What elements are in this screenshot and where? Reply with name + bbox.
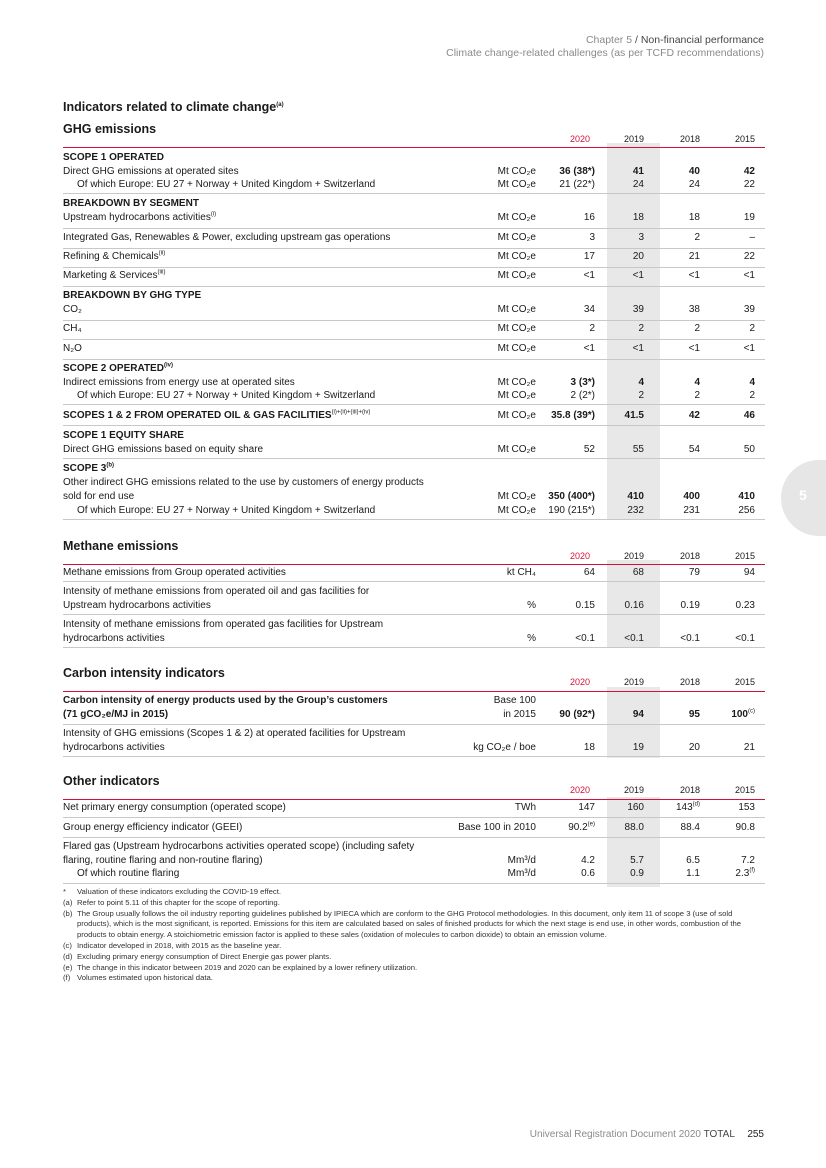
table-row: Net primary energy consumption (operated scope) TWh 147 160 143$^{(d)}$ 153: [63, 801, 765, 818]
page-footer: [530, 1129, 764, 1140]
table-row: Methane emissions from Group operated activities kt CH₄ 64 68 79 94: [63, 566, 765, 582]
table-row: CO₂ Mt CO₂e 34 39 38 39: [63, 303, 765, 321]
year-2018: 2018: [679, 134, 700, 144]
footnote: (e) The change in this indicator between 2019 and 2020 can be explained by a lower refinery utilization.: [63, 962, 418, 972]
table-row: hydrocarbons activities kg CO₂e / boe 18 19 20 21: [63, 741, 765, 757]
table-row: Group energy efficiency indicator (GEEI) Base 100 in 2010 90.2$^{(e)}$ 88.0 88.4 90.8: [63, 821, 765, 838]
year-2015: 2015: [734, 551, 755, 561]
section-label: Non-financial performance: [640, 34, 764, 46]
table-row: hydrocarbons activities % <0.1 <0.1 <0.1 <0.1: [63, 632, 765, 648]
page-title: Indicators related to climate change$^{(a)}$: [63, 100, 284, 114]
methane-title: Methane emissions: [63, 539, 179, 553]
footnote: (f) Volumes estimated upon historical data.: [63, 973, 213, 983]
year-2015: 2015: [734, 134, 755, 144]
year-2018: 2018: [679, 677, 700, 687]
brand-name: TOTAL: [703, 1129, 735, 1140]
table-row: N₂O Mt CO₂e <1 <1 <1 <1: [63, 342, 765, 360]
year-2019: 2019: [623, 677, 644, 687]
year-2020: 2020: [569, 677, 590, 687]
year-2015: 2015: [734, 677, 755, 687]
footnote: (b) The Group usually follows the oil industry reporting guidelines published by IPIECA which are conform to the GHG Protocol methodologies. In this document, only item 11 of scope 3 (use of sold products), which is the most significant, is reported. Emissions for this item are calculated based on sales of finished products for which the next stage is end use, in other words, combustion of the products to obtain energy. A stoichiometric emission factor is applied to these sales (oxidation of molecules to carbon dioxide) to obtain an emission volume.: [63, 908, 742, 940]
table-row: Refining & Chemicals$^{(ii)}$ Mt CO₂e 17 20 21 22: [63, 250, 765, 268]
divider: [63, 147, 765, 148]
ghg-title: GHG emissions: [63, 122, 157, 136]
year-2020: 2020: [569, 134, 590, 144]
chapter-side-tab[interactable]: 5: [781, 460, 826, 536]
table-row: Direct GHG emissions based on equity share Mt CO₂e 52 55 54 50: [63, 443, 765, 459]
footnote: * Valuation of these indicators excluding the COVID-19 effect.: [63, 887, 281, 896]
table-row: SCOPES 1 & 2 FROM OPERATED OIL & GAS $FACILITIES^{(i)+(ii)+(iii)+(iv)}$ Mt CO₂e 35.8 (39*) 41.5 42 46: [63, 409, 765, 426]
table-row: Of which routine flaring Mm³/d 0.6 0.9 1.1 2.3$^{(f)}$: [63, 867, 765, 884]
year-2020: 2020: [569, 551, 590, 561]
table-row: (71 gCO₂e/MJ in 2015) in 2015 90 (92*) 94 95 100$^{(c)}$: [63, 708, 765, 725]
chapter-label: Chapter 5: [585, 34, 633, 46]
divider: [63, 799, 765, 800]
table-row: Of which Europe: EU 27 + Norway + United Kingdom + Switzerland Mt CO₂e 190 (215*) 232 231 256: [63, 504, 765, 520]
table-row: Integrated Gas, Renewables & Power, excluding upstream gas operations Mt CO₂e 3 3 2 –: [63, 231, 765, 249]
document-name: Universal Registration Document 2020: [529, 1129, 701, 1140]
year-2019: 2019: [623, 134, 644, 144]
divider: [63, 564, 765, 565]
table-row: Marketing & Services$^{(iii)}$ Mt CO₂e <1 <1 <1 <1: [63, 269, 765, 287]
other-title: Other indicators: [63, 774, 160, 788]
table-row: Of which Europe: EU 27 + Norway + United Kingdom + Switzerland Mt CO₂e 21 (22*) 24 24 22: [63, 178, 765, 194]
table-row: Of which Europe: EU 27 + Norway + United Kingdom + Switzerland Mt CO₂e 2 (2*) 2 2 2: [63, 389, 765, 405]
year-2015: 2015: [734, 785, 755, 795]
footnote: (a) Refer to point 5.11 of this chapter for the scope of reporting.: [63, 897, 280, 907]
table-row: CH₄ Mt CO₂e 2 2 2 2: [63, 322, 765, 340]
table-row: Upstream hydrocarbons activities % 0.15 0.16 0.19 0.23: [63, 599, 765, 615]
divider: [63, 691, 765, 692]
year-2018: 2018: [679, 785, 700, 795]
footnote: (c) Indicator developed in 2018, with 2015 as the baseline year.: [63, 940, 282, 950]
page-header: Chapter 5 / Non-financial performance Climate change-related challenges (as per TCFD recommendations): [446, 34, 764, 59]
year-2020: 2020: [569, 785, 590, 795]
table-row: Upstream hydrocarbons activities$^{(i)}$ Mt CO₂e 16 18 18 19: [63, 211, 765, 229]
footnote: (d) Excluding primary energy consumption of Direct Energie gas power plants.: [63, 951, 332, 961]
footnotes: [63, 887, 765, 984]
year-2019: 2019: [623, 551, 644, 561]
page-number: 255: [747, 1129, 764, 1140]
year-2019: 2019: [623, 785, 644, 795]
year-2018: 2018: [679, 551, 700, 561]
carbon-title: Carbon intensity indicators: [63, 666, 225, 680]
header-subtitle: Climate change-related challenges (as per TCFD recommendations): [446, 47, 764, 59]
